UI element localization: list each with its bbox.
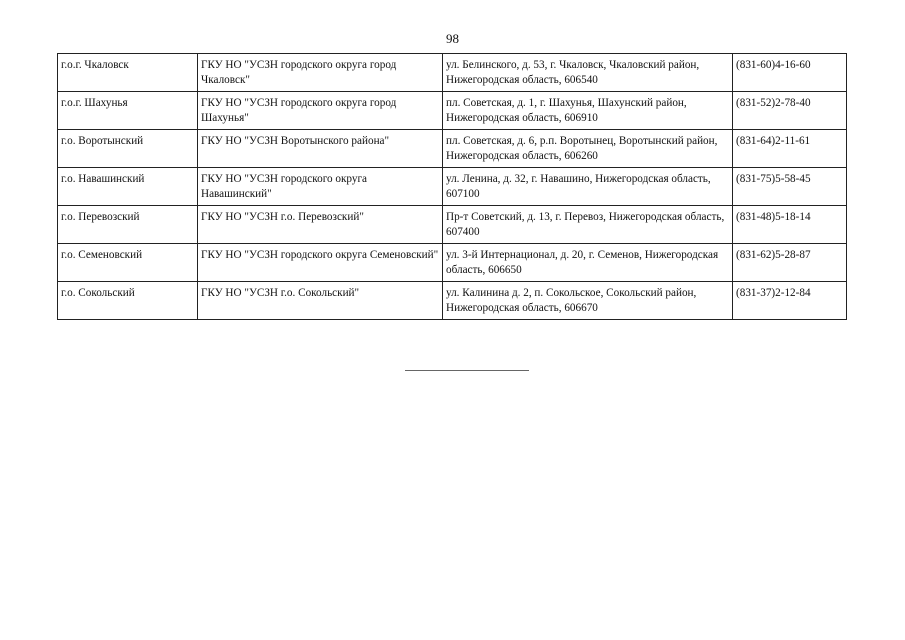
phone-cell: (831-60)4-16-60 [733, 54, 847, 92]
organization-cell: ГКУ НО "УСЗН городского округа Семеновский" [198, 244, 443, 282]
address-cell: пл. Советская, д. 1, г. Шахунья, Шахунский район, Нижегородская область, 606910 [443, 92, 733, 130]
address-cell: ул. Калинина д. 2, п. Сокольское, Сокольский район, Нижегородская область, 606670 [443, 282, 733, 320]
organization-cell: ГКУ НО "УСЗН Воротынского района" [198, 130, 443, 168]
phone-cell: (831-75)5-58-45 [733, 168, 847, 206]
table-row [58, 206, 847, 244]
page-number: 98 [446, 31, 459, 46]
address-cell: пл. Советская, д. 6, р.п. Воротынец, Воротынский район, Нижегородская область, 606260 [443, 130, 733, 168]
address-cell: ул. Белинского, д. 53, г. Чкаловск, Чкаловский район, Нижегородская область, 606540 [443, 54, 733, 92]
organization-cell: ГКУ НО "УСЗН городского округа город Шахунья" [198, 92, 443, 130]
table-row [58, 168, 847, 206]
organization-cell: ГКУ НО "УСЗН г.о. Перевозский" [198, 206, 443, 244]
phone-cell: (831-37)2-12-84 [733, 282, 847, 320]
table-row [58, 282, 847, 320]
organization-cell: ГКУ НО "УСЗН городского округа Навашинский" [198, 168, 443, 206]
table-row [58, 130, 847, 168]
table-row [58, 92, 847, 130]
address-cell: Пр-т Советский, д. 13, г. Перевоз, Нижегородская область, 607400 [443, 206, 733, 244]
phone-cell: (831-62)5-28-87 [733, 244, 847, 282]
district-cell: г.о.г. Шахунья [58, 92, 198, 130]
address-cell: ул. Ленина, д. 32, г. Навашино, Нижегородская область, 607100 [443, 168, 733, 206]
district-cell: г.о.г. Чкаловск [58, 54, 198, 92]
district-cell: г.о. Семеновский [58, 244, 198, 282]
district-cell: г.о. Перевозский [58, 206, 198, 244]
phone-cell: (831-52)2-78-40 [733, 92, 847, 130]
organization-cell: ГКУ НО "УСЗН г.о. Сокольский" [198, 282, 443, 320]
district-cell: г.о. Сокольский [58, 282, 198, 320]
offices-table [57, 53, 847, 320]
district-cell: г.о. Воротынский [58, 130, 198, 168]
district-cell: г.о. Навашинский [58, 168, 198, 206]
table-row [58, 244, 847, 282]
table-row [58, 54, 847, 92]
phone-cell: (831-64)2-11-61 [733, 130, 847, 168]
footer-divider [405, 370, 529, 371]
phone-cell: (831-48)5-18-14 [733, 206, 847, 244]
address-cell: ул. 3-й Интернационал, д. 20, г. Семенов, Нижегородская область, 606650 [443, 244, 733, 282]
organization-cell: ГКУ НО "УСЗН городского округа город Чкаловск" [198, 54, 443, 92]
